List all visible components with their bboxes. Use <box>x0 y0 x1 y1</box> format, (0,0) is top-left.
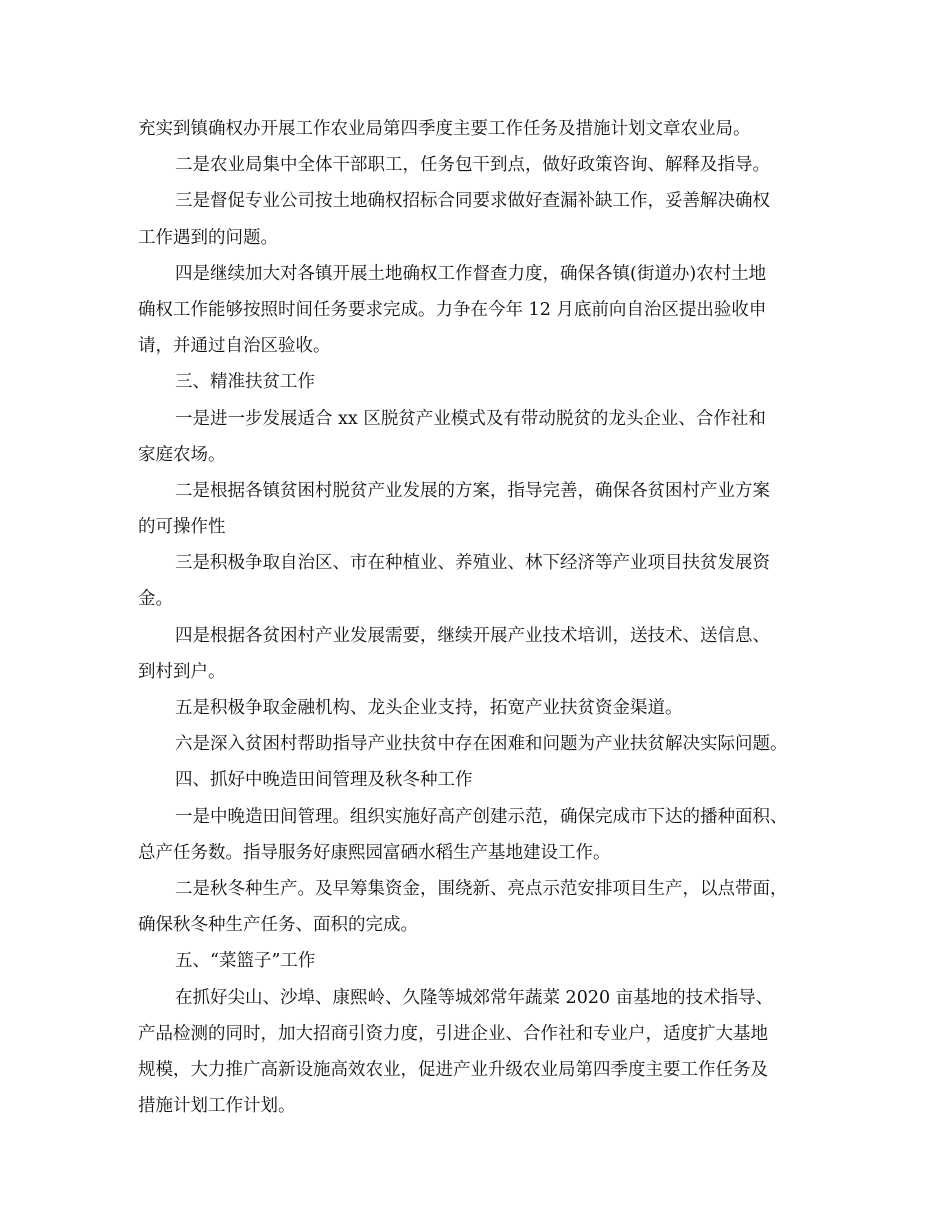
paragraph-line: 的可操作性 <box>138 517 226 538</box>
paragraph-line: 总产任务数。指导服务好康熙园富硒水稻生产基地建设工作。 <box>138 842 611 863</box>
paragraph-line: 四是根据各贫困村产业发展需要，继续开展产业技术培训，送技术、送信息、 <box>175 625 770 646</box>
paragraph-line: 三、精准扶贫工作 <box>175 372 315 393</box>
paragraph-line: 六是深入贫困村帮助指导产业扶贫中存在困难和问题为产业扶贫解决实际问题。 <box>175 734 788 755</box>
paragraph-line: 家庭农场。 <box>138 444 226 465</box>
paragraph-line: 请，并通过自治区验收。 <box>138 336 331 357</box>
document-body <box>138 111 828 1124</box>
paragraph-line: 到村到户。 <box>138 661 226 682</box>
paragraph-line: 充实到镇确权办开展工作农业局第四季度主要工作任务及措施计划文章农业局。 <box>138 119 751 139</box>
paragraph-line: 产品检测的同时，加大招商引资力度，引进企业、合作社和专业户，适度扩大基地 <box>138 1023 768 1044</box>
paragraph-line: 金。 <box>138 589 173 610</box>
paragraph-line: 工作遇到的问题。 <box>138 227 278 248</box>
paragraph-line: 二是农业局集中全体干部职工，任务包干到点，做好政策咨询、解释及指导。 <box>175 155 770 176</box>
paragraph-line: 五、“菜篮子”工作 <box>175 951 316 972</box>
paragraph-line: 规模，大力推广高新设施高效农业，促进产业升级农业局第四季度主要工作任务及 <box>138 1059 768 1080</box>
paragraph-line: 四是继续加大对各镇开展土地确权工作督查力度，确保各镇(街道办)农村土地 <box>175 263 767 284</box>
paragraph-line: 在抓好尖山、沙埠、康熙岭、久隆等城郊常年蔬菜 2020 亩基地的技术指导、 <box>175 987 774 1008</box>
paragraph-line: 五是积极争取金融机构、龙头企业支持，拓宽产业扶贫资金渠道。 <box>175 698 683 718</box>
paragraph-line: 措施计划工作计划。 <box>138 1096 296 1117</box>
paragraph-line: 一是中晚造田间管理。组织实施好高产创建示范，确保完成市下达的播种面积、 <box>175 806 788 827</box>
paragraph-line: 确保秋冬种生产任务、面积的完成。 <box>138 915 418 936</box>
paragraph-line: 确权工作能够按照时间任务要求完成。力争在今年 12 月底前向自治区提出验收申 <box>138 299 767 320</box>
paragraph-line: 一是进一步发展适合 xx 区脱贫产业模式及有带动脱贫的龙头企业、合作社和 <box>175 408 766 429</box>
paragraph-line: 二是秋冬种生产。及早筹集资金，围绕新、亮点示范安排项目生产，以点带面， <box>175 878 788 899</box>
paragraph-line: 三是积极争取自治区、市在种植业、养殖业、林下经济等产业项目扶贫发展资 <box>175 553 770 574</box>
paragraph-line: 二是根据各镇贫困村脱贫产业发展的方案，指导完善，确保各贫困村产业方案 <box>175 480 770 501</box>
paragraph-line: 四、抓好中晚造田间管理及秋冬种工作 <box>175 770 473 791</box>
paragraph-line: 三是督促专业公司按土地确权招标合同要求做好查漏补缺工作，妥善解决确权 <box>175 191 770 212</box>
